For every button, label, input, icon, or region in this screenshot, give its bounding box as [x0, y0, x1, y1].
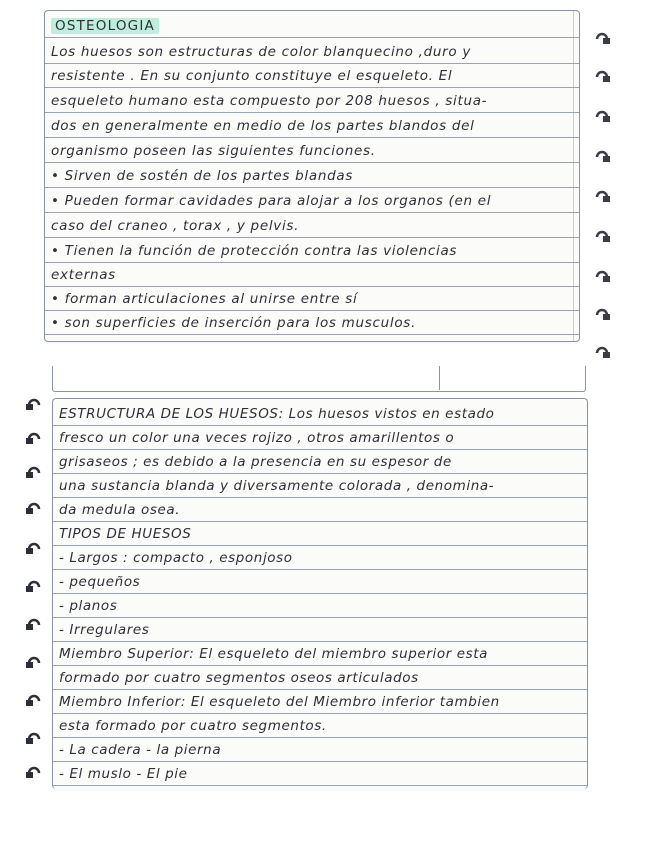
text-line: ESTRUCTURA DE LOS HUESOS: Los huesos vistos en estado — [53, 403, 587, 426]
text-line: caso del craneo , torax , y pelvis. — [45, 215, 579, 238]
spiral-ring-icon — [594, 148, 610, 166]
text-line: Miembro Superior: El esqueleto del miembro superior esta — [53, 643, 587, 666]
text-line: esta formado por cuatro segmentos. — [53, 715, 587, 738]
text-line: - planos — [53, 595, 587, 618]
spiral-ring-icon — [594, 228, 610, 246]
notebook-page-top — [44, 10, 580, 342]
spiral-ring-icon — [594, 108, 610, 126]
text-line: Miembro Inferior: El esqueleto del Miembro inferior tambien — [53, 691, 587, 714]
spiral-ring-icon — [26, 692, 42, 710]
text-line: dos en generalmente en medio de los partes blandos del — [45, 115, 579, 138]
spiral-ring-icon — [26, 500, 42, 518]
bottom-page-lines — [53, 399, 587, 789]
spiral-ring-icon — [594, 188, 610, 206]
text-line: • son superficies de inserción para los musculos. — [45, 312, 579, 335]
text-line: formado por cuatro segmentos oseos articulados — [53, 667, 587, 690]
spiral-ring-icon — [594, 306, 610, 324]
text-line: - Largos : compacto , esponjoso — [53, 547, 587, 570]
spiral-ring-icon — [26, 616, 42, 634]
spiral-ring-icon — [26, 464, 42, 482]
text-line: una sustancia blanda y diversamente colorada , denomina- — [53, 475, 587, 498]
text-line: da medula osea. — [53, 499, 587, 522]
text-line: externas — [45, 264, 579, 287]
text-line: • forman articulaciones al unirse entre sí — [45, 288, 579, 311]
text-line: • Tienen la función de protección contra las violencias — [45, 240, 579, 263]
notebook-page-bottom — [52, 398, 588, 789]
text-line: • Sirven de sostén de los partes blandas — [45, 165, 579, 188]
spiral-ring-icon — [26, 430, 42, 448]
spiral-ring-icon — [26, 396, 42, 414]
text-line: • Pueden formar cavidades para alojar a los organos (en el — [45, 190, 579, 213]
text-line: organismo poseen las siguientes funciones. — [45, 140, 579, 163]
text-line: - pequeños — [53, 571, 587, 594]
spiral-ring-icon — [26, 578, 42, 596]
spiral-ring-icon — [26, 540, 42, 558]
text-line: - El muslo - El pie — [53, 763, 587, 786]
text-line: grisaseos ; es debido a la presencia en su espesor de — [53, 451, 587, 474]
page-edge-strip — [52, 366, 586, 392]
text-line: resistente . En su conjunto constituye el esqueleto. El — [45, 65, 579, 88]
spiral-ring-icon — [594, 30, 610, 48]
spiral-ring-icon — [594, 344, 610, 362]
text-line: - La cadera - la pierna — [53, 739, 587, 762]
spiral-ring-icon — [26, 654, 42, 672]
spiral-ring-icon — [594, 268, 610, 286]
page-edge-divider — [439, 366, 440, 390]
top-page-lines — [45, 11, 579, 341]
text-line: TIPOS DE HUESOS — [53, 523, 587, 546]
spiral-ring-icon — [26, 730, 42, 748]
page-title: OSTEOLOGIA — [51, 18, 159, 34]
text-line: Los huesos son estructuras de color blanquecino ,duro y — [45, 41, 579, 64]
text-line: - Irregulares — [53, 619, 587, 642]
page-title-line — [45, 15, 579, 38]
spiral-ring-icon — [594, 68, 610, 86]
text-line: esqueleto humano esta compuesto por 208 huesos , situa- — [45, 90, 579, 113]
spiral-ring-icon — [26, 764, 42, 782]
text-line: fresco un color una veces rojizo , otros amarillentos o — [53, 427, 587, 450]
